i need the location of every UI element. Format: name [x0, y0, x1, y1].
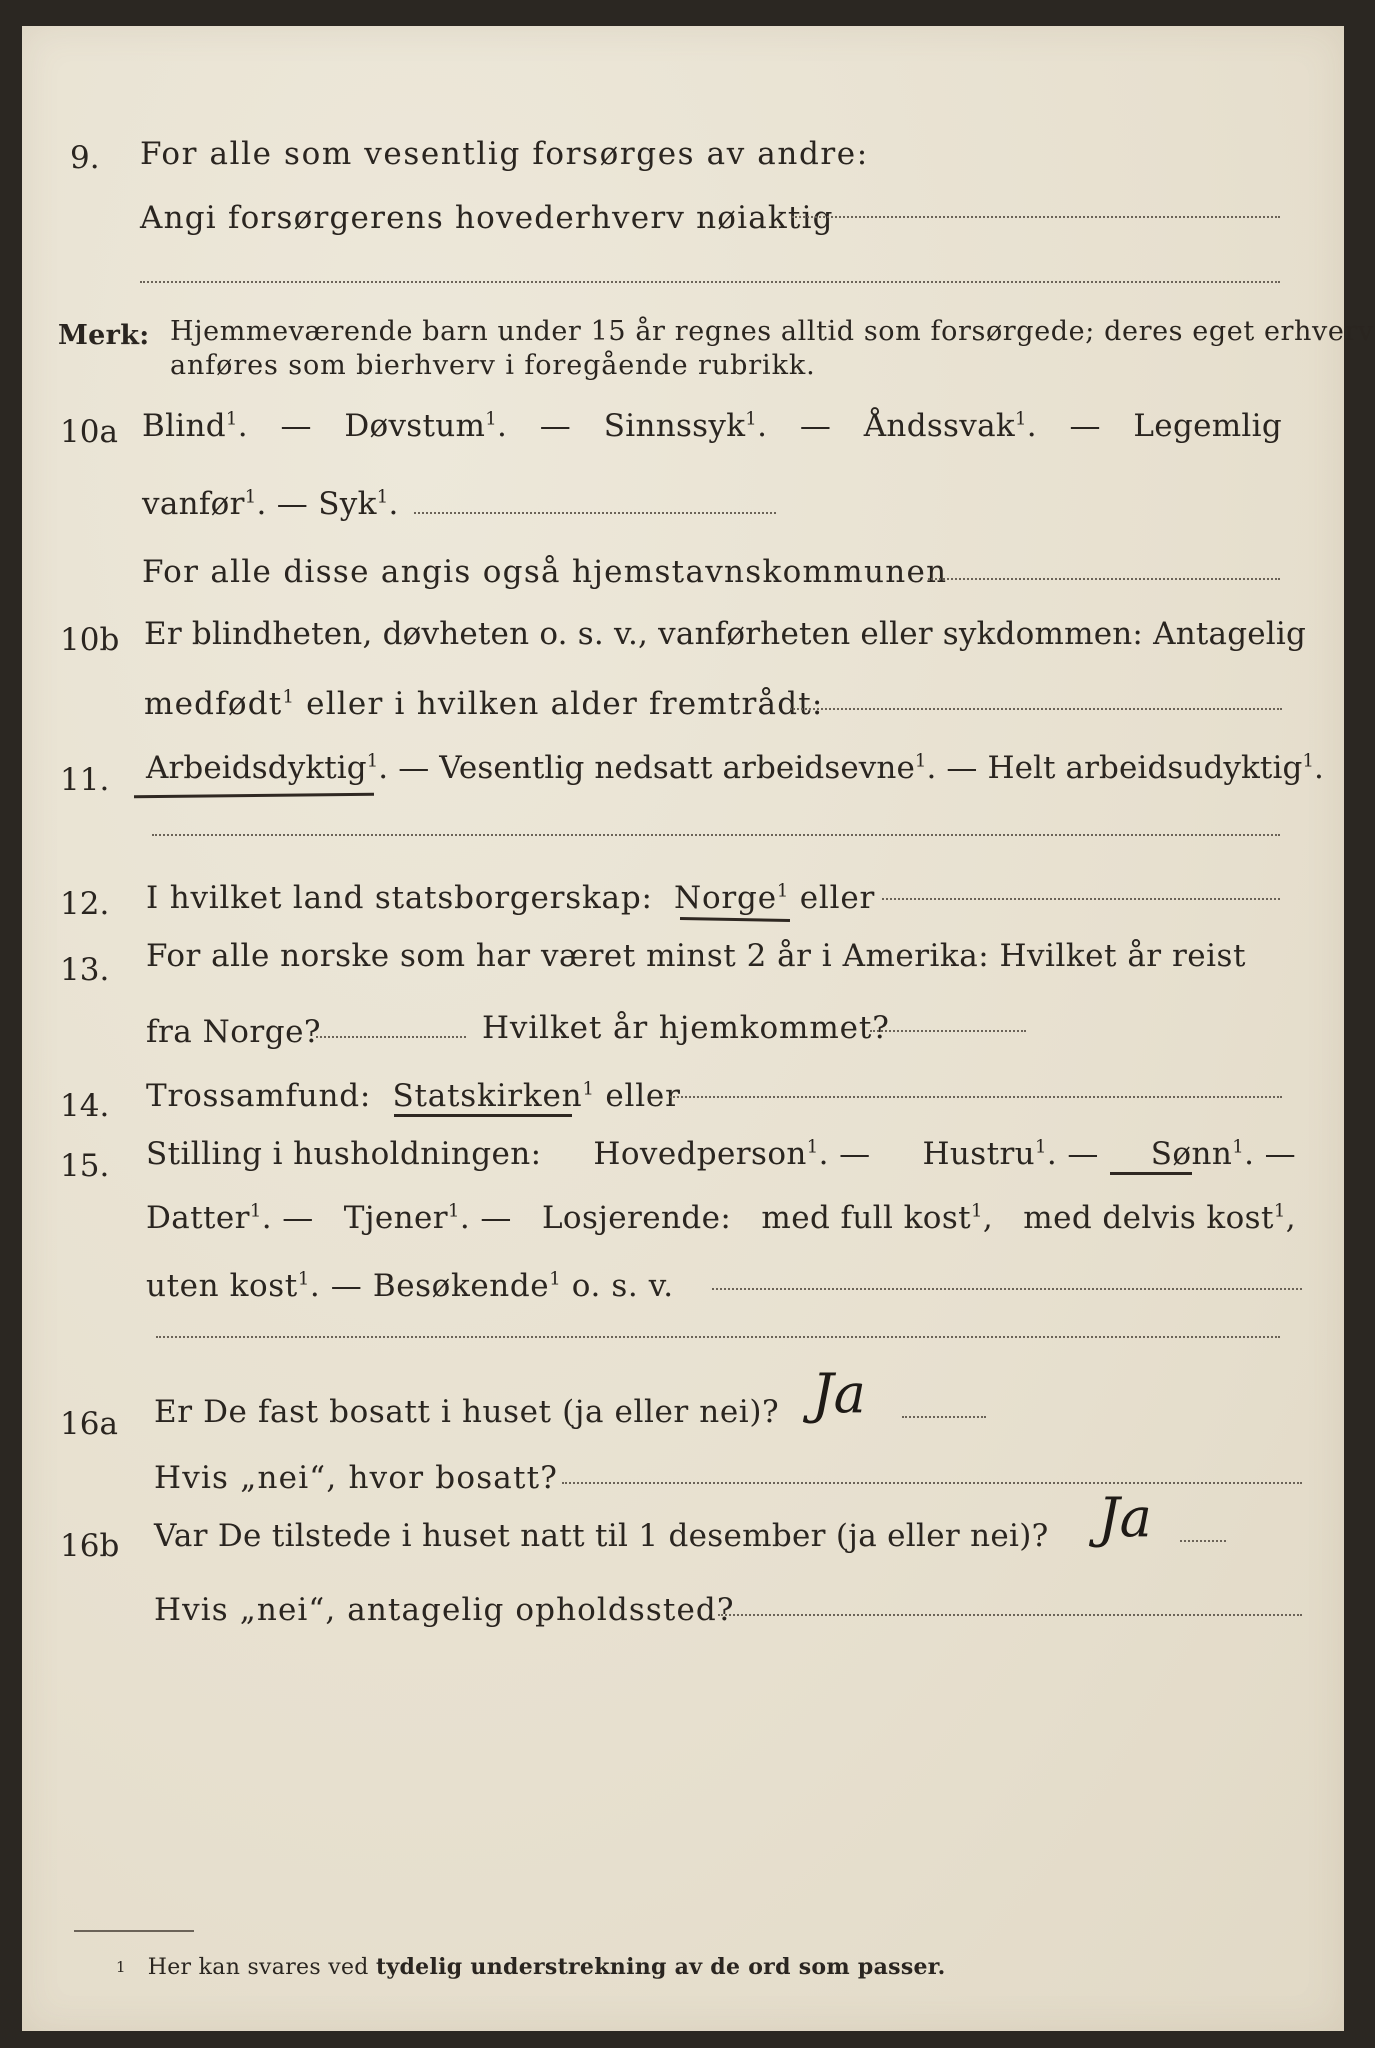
handwritten-underline-statskirken [394, 1114, 572, 1117]
q15-answer-line [712, 1288, 1302, 1290]
census-form-page [22, 26, 1374, 2031]
q16b-handwritten-answer: Ja [1098, 1486, 1152, 1549]
q15-answer-line-2 [156, 1336, 1280, 1338]
q14-answer-line [670, 1096, 1282, 1098]
footnote: $^1$ Her kan svares ved tydelig understrekning av de ord som passer. [116, 1954, 946, 1980]
dash: — [1069, 408, 1101, 444]
q13-number: 13. [60, 952, 110, 988]
footnote-mark: 1 [116, 1958, 126, 1976]
q13-reist-line [316, 1036, 466, 1038]
q16a-line1: Er De fast bosatt i huset (ja eller nei)? [154, 1394, 780, 1430]
q15-line3: uten kost$^1$. — Besøkende$^1$ o. s. v. [146, 1268, 674, 1304]
q12-answer-line [882, 898, 1280, 900]
q16b-line1: Var De tilstede i huset natt til 1 desember (ja eller nei)? [154, 1518, 1049, 1554]
q16b-answer-line [1180, 1540, 1226, 1542]
q9-answer-line [792, 216, 1280, 218]
q13-fra-norge: fra Norge? [146, 1014, 322, 1050]
q10a-andssvak: Åndssvak$^1$. [863, 408, 1037, 444]
q10b-line1: Er blindheten, døvheten o. s. v., vanførheten eller sykdommen: Antagelig [144, 616, 1307, 652]
q13-hjemkommet: Hvilket år hjemkommet? [482, 1010, 890, 1046]
q15-sonn: Sønn [1150, 1136, 1233, 1172]
handwritten-underline-norge [680, 917, 790, 922]
q9-number: 9. [70, 140, 100, 176]
dash: — [280, 408, 312, 444]
q11-opt-nedsatt: Vesentlig nedsatt arbeidsevne [439, 750, 915, 786]
q16b-number: 16b [60, 1528, 120, 1564]
q11-line: Arbeidsdyktig$^1$. — Vesentlig nedsatt arbeidsevne$^1$. — Helt arbeidsudyktig$^1$. [146, 750, 1324, 786]
dash: — [539, 408, 572, 444]
q13-line1: For alle norske som har været minst 2 år i Amerika: Hvilket år reist [146, 938, 1246, 974]
q11-answer-line [152, 834, 1280, 836]
q11-opt-udyktig: Helt arbeidsudyktig [987, 750, 1303, 786]
q10a-blind: Blind$^1$. [142, 408, 248, 444]
q9-line2: Angi forsørgerens hovederhverv nøiaktig [140, 200, 834, 236]
q10a-home-line [928, 578, 1280, 580]
q10a-line2: vanfør$^1$. — Syk$^1$. [142, 486, 399, 522]
q16a-line2: Hvis „nei“, hvor bosatt? [154, 1460, 559, 1496]
q16a-number: 16a [60, 1406, 118, 1442]
q10a-dovstum: Døvstum$^1$. [344, 408, 508, 444]
merk-label: Merk: [58, 320, 150, 351]
q9-answer-line-2 [140, 281, 1280, 283]
q11-number: 11. [60, 762, 110, 798]
q10b-answer-line [790, 708, 1282, 710]
dash: — [799, 408, 832, 444]
q13-hjem-line [870, 1030, 1026, 1032]
q14-number: 14. [60, 1088, 110, 1124]
q10b-number: 10b [60, 622, 120, 658]
merk-line2: anføres som bierhverv i foregående rubrikk. [170, 350, 816, 381]
merk-line1: Hjemmeværende barn under 15 år regnes alltid som forsørgede; deres eget erhverv [170, 316, 1374, 347]
q10a-number: 10a [60, 414, 118, 450]
q10a-sinnssyk: Sinnssyk$^1$. [603, 408, 768, 444]
q11-opt-arbeidsdyktig: Arbeidsdyktig [146, 750, 367, 786]
q16a-bosatt-line [562, 1482, 1302, 1484]
q10a-answer-line [414, 512, 776, 514]
q14-line: Trossamfund: Statskirken$^1$ eller [146, 1078, 681, 1114]
q9-line1: For alle som vesentlig forsørges av andre: [140, 136, 869, 172]
q14-statskirken: Statskirken [392, 1078, 583, 1114]
q10a-legemlig: Legemlig [1133, 408, 1282, 444]
q10a-line1 [142, 406, 1282, 446]
q16a-handwritten-answer: Ja [812, 1362, 866, 1425]
q16b-opholdssted-line [718, 1614, 1302, 1616]
q12-line: I hvilket land statsborgerskap: Norge$^1$ eller [146, 880, 876, 916]
q16b-line2: Hvis „nei“, antagelig opholdssted? [154, 1592, 735, 1628]
q15-line1: Stilling i husholdningen: Hovedperson$^1$. — Hustru$^1$. — Sønn$^1$. — [146, 1136, 1296, 1172]
q15-line2: Datter$^1$. — Tjener$^1$. — Losjerende: med full kost$^1$, med delvis kost$^1$, [146, 1200, 1296, 1236]
q16a-answer-line [902, 1416, 986, 1418]
footnote-rule [74, 1930, 194, 1932]
q12-norge: Norge [674, 880, 777, 916]
q15-number: 15. [60, 1148, 110, 1184]
handwritten-underline-arbeidsdyktig [134, 793, 374, 799]
q10b-line2: medfødt$^1$ eller i hvilken alder fremtrådt: [144, 686, 824, 722]
handwritten-underline-sonn [1110, 1172, 1192, 1175]
q12-number: 12. [60, 886, 110, 922]
q10a-line3: For alle disse angis også hjemstavnskommunen [142, 554, 948, 590]
